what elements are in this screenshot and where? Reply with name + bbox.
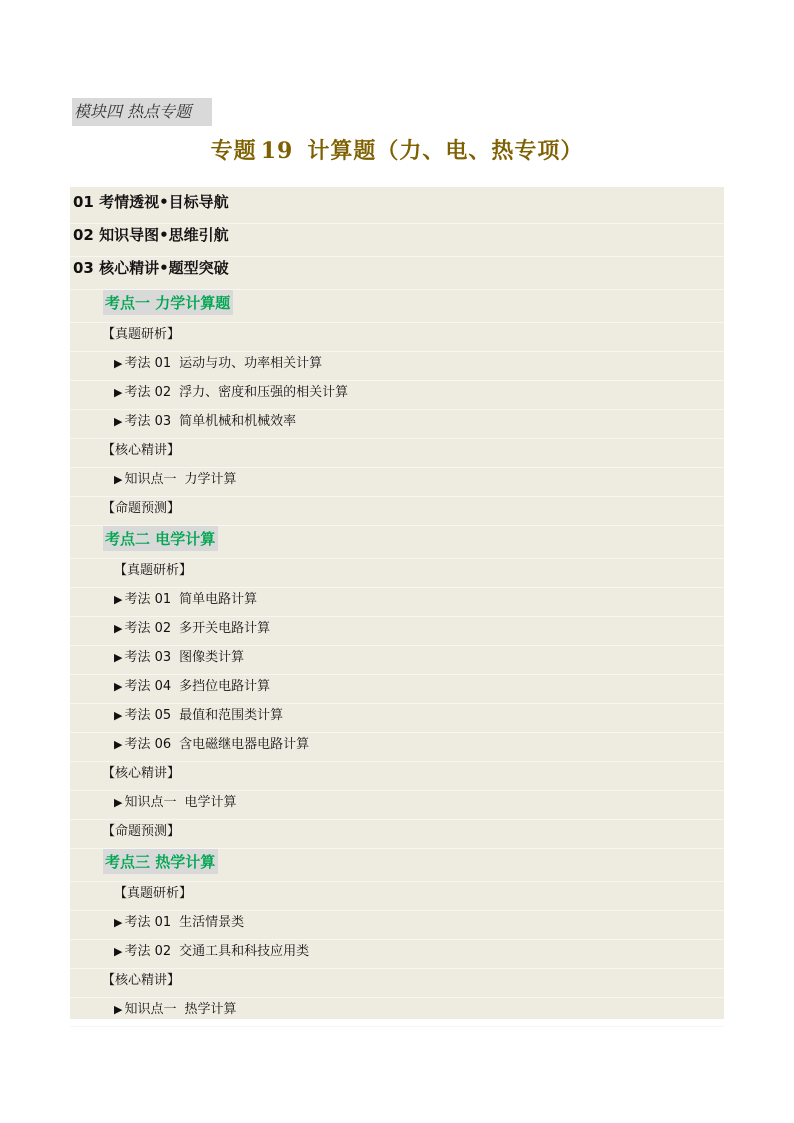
toc-item-label: 生活情景类 [179,915,245,930]
triangle-bullet-icon: ▶ [114,622,123,635]
toc-item-label: 最值和范围类计算 [179,708,284,723]
toc-item-text [114,588,257,607]
toc-item-code: 考法 02 [124,385,172,400]
title-number: 19 [260,138,294,164]
toc-item-code: 考法 01 [124,592,172,607]
triangle-bullet-icon: ▶ [114,796,123,809]
toc-item-label: 热学计算 [184,1002,237,1017]
toc-item-row[interactable] [70,588,724,617]
toc-item-row[interactable] [70,352,724,381]
toc-item-row[interactable] [70,940,724,969]
toc-item-text [114,468,237,487]
toc-item-text [114,675,270,694]
toc-item-row[interactable] [70,410,724,439]
toc-group-row[interactable] [70,969,724,998]
toc-item-text [114,733,309,752]
toc-point-label: 考点三 热学计算 [103,849,218,874]
toc-section-label: 02 知识导图•思维引航 [73,226,229,244]
toc-item-row[interactable] [70,646,724,675]
toc-item-label: 简单电路计算 [179,592,258,607]
toc-section-row[interactable] [70,224,724,257]
toc-section-label: 03 核心精讲•题型突破 [73,259,229,277]
triangle-bullet-icon: ▶ [114,415,123,428]
triangle-bullet-icon: ▶ [114,651,123,664]
toc-item-code: 考法 02 [124,621,172,636]
toc-item-label: 简单机械和机械效率 [179,414,297,429]
triangle-bullet-icon: ▶ [114,357,123,370]
page-title [0,134,794,165]
toc-group-row[interactable] [70,882,724,911]
toc-item-code: 考法 01 [124,356,172,371]
toc-group-label: 【命题预测】 [102,824,181,839]
toc-section-row[interactable] [70,191,724,224]
toc-item-text [114,352,322,371]
triangle-bullet-icon: ▶ [114,709,123,722]
toc-item-row[interactable] [70,911,724,940]
toc-item-code: 知识点一 [124,472,177,487]
toc-item-label: 运动与功、功率相关计算 [179,356,323,371]
toc-item-row[interactable] [70,468,724,497]
toc-group-row[interactable] [70,497,724,526]
toc-item-code: 考法 06 [124,737,172,752]
table-of-contents [70,187,724,1019]
triangle-bullet-icon: ▶ [114,945,123,958]
toc-group-label: 【核心精讲】 [102,766,181,781]
triangle-bullet-icon: ▶ [114,473,123,486]
toc-item-text [114,998,237,1017]
triangle-bullet-icon: ▶ [114,386,123,399]
toc-item-row[interactable] [70,791,724,820]
toc-group-label: 【核心精讲】 [102,973,181,988]
toc-item-row[interactable] [70,733,724,762]
toc-item-code: 考法 02 [124,944,172,959]
toc-item-text [114,381,348,400]
toc-point-label: 考点二 电学计算 [103,526,218,551]
toc-item-label: 多开关电路计算 [179,621,271,636]
toc-group-label: 【真题研析】 [114,886,193,901]
toc-item-code: 考法 03 [124,414,172,429]
toc-group-label: 【命题预测】 [102,501,181,516]
toc-section-row[interactable] [70,257,724,290]
toc-item-row[interactable] [70,704,724,733]
triangle-bullet-icon: ▶ [114,680,123,693]
toc-item-text [114,704,283,723]
toc-group-row[interactable] [70,323,724,352]
triangle-bullet-icon: ▶ [114,738,123,751]
triangle-bullet-icon: ▶ [114,916,123,929]
toc-item-label: 浮力、密度和压强的相关计算 [179,385,349,400]
toc-item-row[interactable] [70,381,724,410]
toc-item-row[interactable] [70,998,724,1027]
toc-point-label: 考点一 力学计算题 [103,290,233,315]
toc-item-code: 考法 04 [124,679,172,694]
toc-group-row[interactable] [70,762,724,791]
toc-item-text [114,617,270,636]
toc-item-text [114,940,309,959]
toc-group-label: 【真题研析】 [114,563,193,578]
toc-item-row[interactable] [70,675,724,704]
triangle-bullet-icon: ▶ [114,593,123,606]
toc-item-label: 含电磁继电器电路计算 [179,737,310,752]
triangle-bullet-icon: ▶ [114,1003,123,1016]
toc-item-text [114,646,244,665]
toc-item-label: 图像类计算 [179,650,245,665]
toc-item-code: 考法 01 [124,915,172,930]
toc-group-row[interactable] [70,559,724,588]
toc-group-label: 【核心精讲】 [102,443,181,458]
toc-point-row[interactable] [70,849,724,882]
toc-group-row[interactable] [70,439,724,468]
toc-item-row[interactable] [70,617,724,646]
toc-item-label: 多挡位电路计算 [179,679,271,694]
toc-item-code: 知识点一 [124,795,177,810]
toc-item-label: 电学计算 [184,795,237,810]
toc-item-label: 力学计算 [184,472,237,487]
toc-section-label: 01 考情透视•目标导航 [73,193,229,211]
toc-group-label: 【真题研析】 [102,327,181,342]
toc-item-text [114,911,244,930]
title-name: 计算题（力、电、热专项） [307,139,584,164]
title-prefix: 专题 [210,139,257,164]
toc-item-text [114,410,296,429]
module-tag: 模块四 热点专题 [72,98,212,126]
toc-point-row[interactable] [70,526,724,559]
toc-item-code: 考法 05 [124,708,172,723]
toc-group-row[interactable] [70,820,724,849]
toc-item-code: 知识点一 [124,1002,177,1017]
toc-item-label: 交通工具和科技应用类 [179,944,310,959]
toc-point-row[interactable] [70,290,724,323]
toc-item-text [114,791,237,810]
toc-item-code: 考法 03 [124,650,172,665]
